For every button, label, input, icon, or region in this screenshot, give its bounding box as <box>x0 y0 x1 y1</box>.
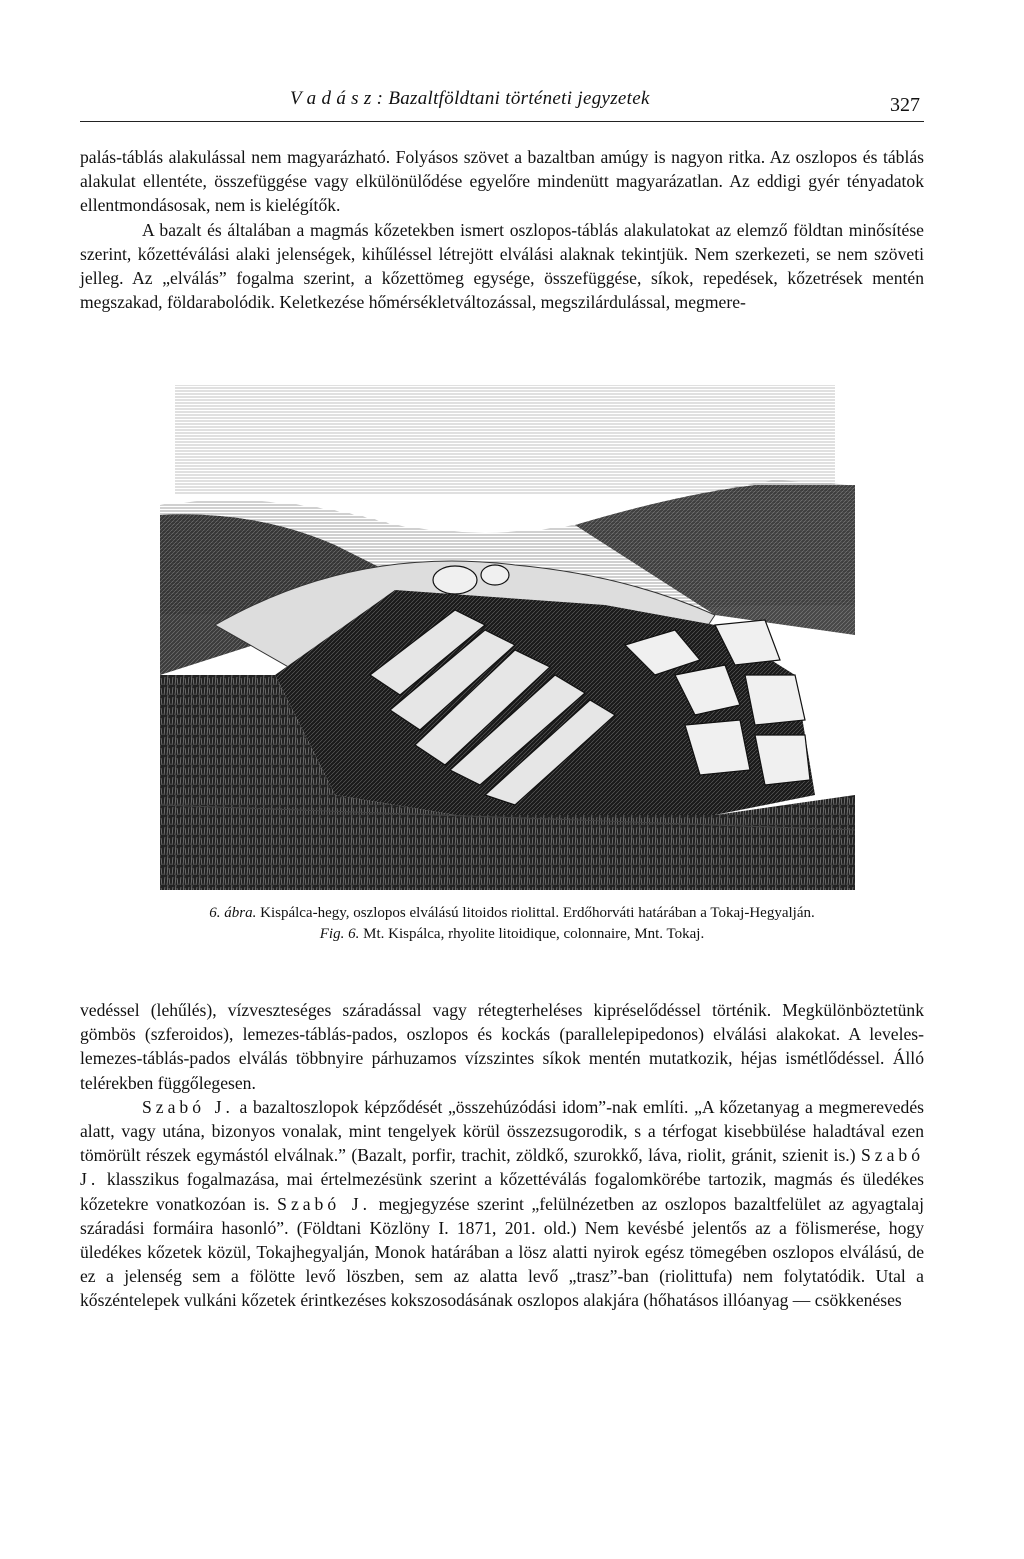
engraving-basalt-columns <box>155 375 855 890</box>
author-name: Szabó J. <box>142 1096 234 1117</box>
caption-fr-label: Fig. 6. <box>319 926 360 942</box>
text-run: klasszikus fogalmazása, mai értelmezésünk szerint a kőzettéválás fogalomkörébe tartozik, magmás és üledékes kőzetekre vonatkozóan is. <box>80 1169 924 1214</box>
author-name: Szabó J. <box>80 1145 924 1190</box>
text-run: megjegyzése szerint „felülnézetben az oszlopos bazaltfelület az agyagtalaj száradási formáira hasonló”. (Földtani Közlöny I. 1871, 201. old.) Nem kevésbé jelentős az a fölismerése, hogy üledékes kőzetek közül, Tokajhegyalján, Monok határában a lösz alatti nyirok egész tömegében oszlopos elválású, de ez a jelenség sem a fölötte levő löszben, sem az alatta levő „trasz”-ban (riolittufa) nem folytatódik. Utal a kőszéntelepek vulkáni kőzetek érintkezéses kokszosodásának oszlopos alakjára (hőhatásos illóanyag — csökkenéses <box>80 1193 924 1311</box>
caption-hu-label: 6. ábra. <box>209 905 257 921</box>
paragraph: palás-táblás alakulással nem magyarázható. Folyásos szövet a bazaltban amúgy is nagyon ritka. Az oszlopos és táblás alakulat ellentéte, összefüggése vagy elkülönülődése egyelőre mindenütt magyarázatlan. Az eddigi gyér tényadatok ellentmondásosak, nem is kielégítők. <box>80 147 924 216</box>
page-number: 327 <box>890 94 920 116</box>
body-text-bottom <box>80 998 924 1313</box>
caption-hu-text: Kispálca-hegy, oszlopos elválású litoidos riolittal. Erdőhorváti határában a Tokaj-Hegyalján. <box>260 905 815 921</box>
figure-illustration <box>155 375 855 890</box>
sky-hatching <box>175 385 835 495</box>
text-run: a bazaltoszlopok képződését „összehúzódási idom”-nak említi. „A kőzetanyag a megmerevedés alatt, vagy utána, bizonyos vonalak, mint tengelyek körül összezsugorodik, s a térfogat kisebbülése haladtával ezen tömörült részek egymástól elválnak.” (Bazalt, porfir, trachit, zöldkő, szurokkő, láva, riolit, gránit, szienit is.) <box>80 1096 925 1166</box>
paragraph: A bazalt és általában a magmás kőzetekben ismert oszlopos-táblás alakulatokat az elemző földtan minősítése szerint, kőzettéválási alaki jelenségek, kihűléssel létrejött elválási alaknak tekintjük. Nem szerkezeti, se nem szöveti jelleg. Az „elválás” fogalma szerint, a kőzettömeg egysége, összefüggése, síkok, repedések, kőzetrések mentén megszakad, földarabolódik. Keletkezése hőmérsékletváltozással, megszilárdulással, megmere- <box>80 219 924 313</box>
caption-hungarian <box>80 903 944 924</box>
header-rule <box>80 121 924 122</box>
author-name: Szabó J. <box>277 1193 371 1214</box>
paragraph <box>80 1095 924 1313</box>
body-text-top <box>80 145 924 314</box>
paragraph: vedéssel (lehűlés), vízveszteséges száradással vagy rétegterheléses kipréselődéssel történik. Megkülönböztetünk gömbös (szferoidos), lemezes-táblás-pados, oszlopos és kockás (parallelepipedonos) elválási alakokat. A leveles-lemezes-táblás-pados elválás többnyire párhuzamos vízszintes síkok mentén mutatkozik, héjas ismétlődéssel. Álló telérekben függőlegesen. <box>80 1000 924 1093</box>
running-title: V a d á s z : Bazaltföldtani történeti jegyzetek <box>290 88 650 109</box>
running-head <box>80 88 924 122</box>
figure-caption <box>80 903 944 945</box>
caption-french <box>80 924 944 945</box>
caption-fr-text: Mt. Kispálca, rhyolite litoidique, colonnaire, Mnt. Tokaj. <box>363 926 705 942</box>
